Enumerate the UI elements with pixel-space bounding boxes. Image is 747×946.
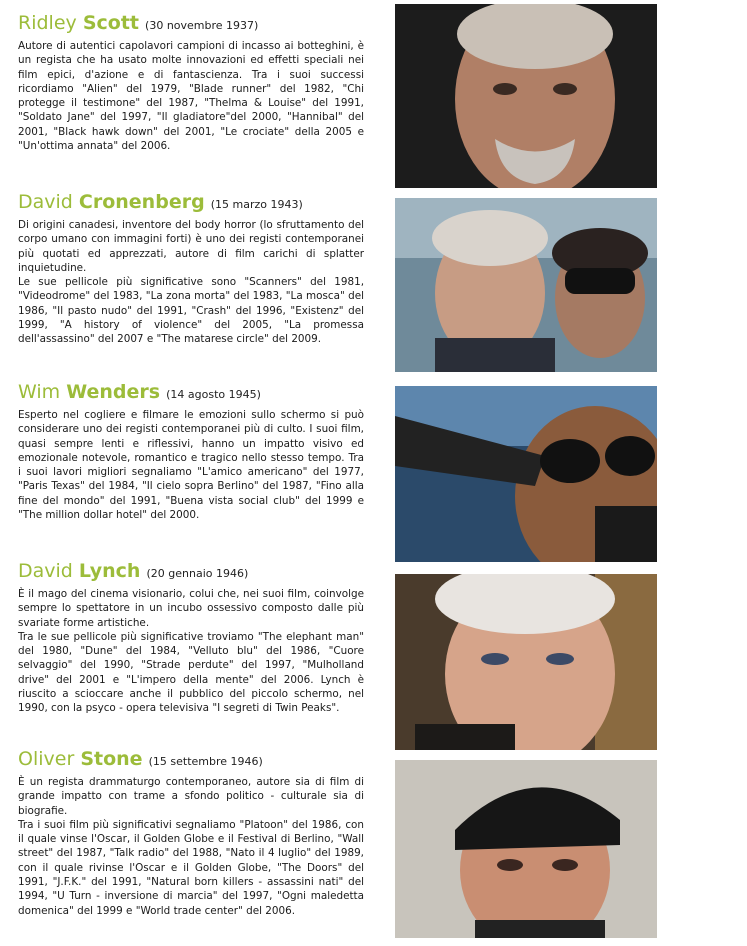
birth-date: (30 novembre 1937) — [145, 19, 259, 32]
director-heading — [18, 191, 364, 216]
last-name: Cronenberg — [78, 191, 205, 213]
first-name: Wim — [18, 381, 61, 403]
last-name: Scott — [82, 12, 139, 34]
last-name: Stone — [80, 748, 143, 770]
director-heading — [18, 560, 364, 585]
director-heading — [18, 12, 364, 37]
director-heading — [18, 748, 364, 773]
first-name: David — [18, 560, 73, 582]
director-bio — [18, 587, 364, 716]
birth-date: (15 marzo 1943) — [210, 198, 303, 211]
bio-paragraph: Tra le sue pellicole più significative troviamo "The elephant man" del 1980, "Dune" del 1984, "Velluto blu" del 1986, "Cuore selvaggio" del 1990, "Strade perdute" del 1997, "Mulholland drive" del 2001 e "L'impero della mente" del 2006. Lynch è riuscito a scioccare anche il pubblico del piccolo schermo, nel 1990, con la psyco - opera televisiva "I segreti di Twin Peaks". — [18, 630, 364, 715]
first-name: Ridley — [18, 12, 77, 34]
bio-paragraph: Esperto nel cogliere e filmare le emozioni sullo schermo si può considerare uno dei registi contemporanei più di culto. I suoi film, quasi sempre lenti e riflessivi, hanno un impatto visivo ed emozionale notevole, romantico e tragico nello stesso tempo. Tra i suoi lavori migliori segnaliamo "L'amico americano" del 1977, "Paris Texas" del 1984, "Il cielo sopra Berlino" del 1987, "Fino alla fine del mondo" del 1991, "Buena vista social club" del 1999 e "The million dollar hotel" del 2000. — [18, 409, 364, 522]
first-name: David — [18, 191, 73, 213]
director-photo — [395, 4, 657, 188]
first-name: Oliver — [18, 748, 75, 770]
director-photo — [395, 760, 657, 938]
birth-date: (15 settembre 1946) — [148, 755, 263, 768]
director-bio — [18, 218, 364, 347]
last-name: Lynch — [78, 560, 141, 582]
bio-paragraph: È il mago del cinema visionario, colui che, nei suoi film, coinvolge sempre lo spettatore in un incubo ossessivo composto dalle più svariate forme artistiche. — [18, 588, 364, 629]
bio-paragraph: Tra i suoi film più significativi segnaliamo "Platoon" del 1986, con il quale vinse l'Oscar, il Golden Globe e il Festival di Berlino, "Wall street" del 1987, "Talk radio" del 1988, "Nato il 4 luglio" del 1989, con il quale rivinse l'Oscar e il Golden Globe, "The Doors" del 1991, "J.F.K." del 1991, "Natural born killers - assassini nati" del 1994, "U Turn - inversione di marcia" del 1997, "Ogni maledetta domenica" del 1999 e "World trade center" del 2006. — [18, 818, 364, 917]
director-bio — [18, 408, 364, 522]
birth-date: (20 gennaio 1946) — [146, 567, 249, 580]
bio-paragraph: È un regista drammaturgo contemporaneo, autore sia di film di grande impatto con trame a sfondo politico - culturale sia di biografie. — [18, 776, 364, 817]
birth-date: (14 agosto 1945) — [166, 388, 261, 401]
bio-paragraph: Autore di autentici capolavori campioni di incasso ai botteghini, è un regista che ha usato molte innovazioni ed effetti speciali nei film epici, d'azione e di fantascienza. Tra i suoi successi ricordiamo "Alien" del 1979, "Blade runner" del 1982, "Chi protegge il testimone" del 1987, "Thelma & Louise" del 1991, "Soldato Jane" del 1997, "Il gladiatore"del 2000, "Hannibal" del 2001, "Black hawk down" del 2001, "Le crociate" della 2005 e "Un'ottima annata" del 2006. — [18, 40, 364, 153]
bio-paragraph: Le sue pellicole più significative sono "Scanners" del 1981, "Videodrome" del 1983, "La zona morta" del 1983, "La mosca" del 1986, "Il pasto nudo" del 1991, "Crash" del 1996, "Existenz" del 1999, "A history of violence" del 2005, "La promessa dell'assassino" del 2007 e "The matarese circle" del 2009. — [18, 276, 364, 346]
director-photo — [395, 198, 657, 372]
director-bio — [18, 39, 364, 153]
director-photo — [395, 386, 657, 562]
last-name: Wenders — [66, 381, 161, 403]
director-photo — [395, 574, 657, 750]
director-heading — [18, 381, 364, 406]
director-bio — [18, 775, 364, 918]
bio-paragraph: Di origini canadesi, inventore del body horror (lo sfruttamento del corpo umano con immagini forti) è uno dei registi contemporanei più quotati ed apprezzati, autore di film carichi di splatter inquietudine. — [18, 219, 364, 274]
